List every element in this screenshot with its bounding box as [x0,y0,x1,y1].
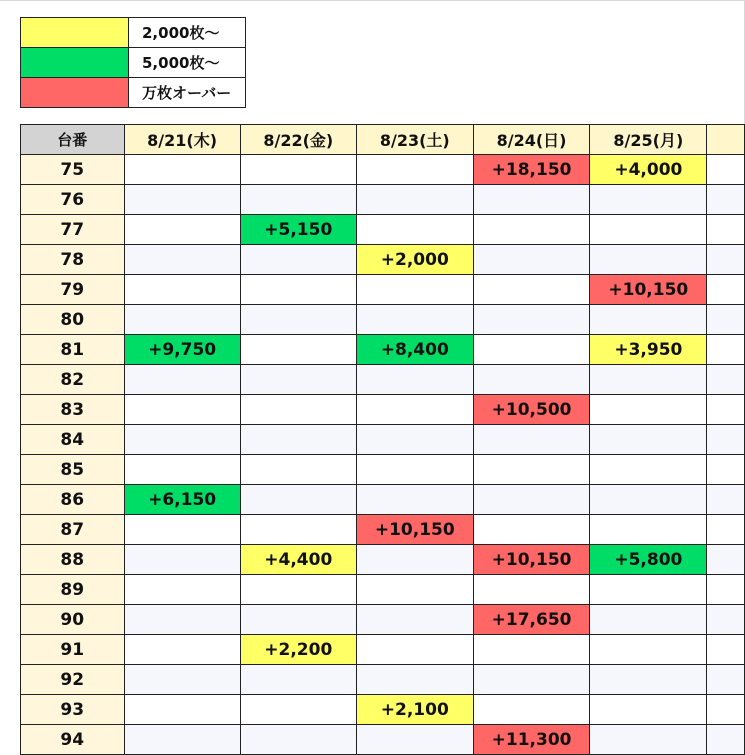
empty-cell [356,575,473,605]
result-cell: +17,650 [473,605,590,635]
empty-cell [240,275,356,305]
empty-cell [707,485,745,515]
table-row [21,725,745,755]
date-header: 8/23(土) [356,125,473,155]
empty-cell [240,575,356,605]
empty-cell [240,395,356,425]
table-row [21,215,745,245]
empty-cell [590,395,707,425]
table-row [21,245,745,275]
legend-swatch-yellow [21,18,129,48]
machine-number: 89 [21,575,125,605]
legend-row [21,18,246,48]
empty-cell [240,305,356,335]
empty-cell [473,485,590,515]
results-body [21,155,745,755]
empty-cell [707,305,745,335]
table-row [21,305,745,335]
empty-cell [124,245,240,275]
empty-cell [473,185,590,215]
empty-cell [124,725,240,755]
empty-cell [124,365,240,395]
machine-number: 91 [21,635,125,665]
empty-cell [473,305,590,335]
table-row [21,425,745,455]
empty-cell [590,635,707,665]
machine-number: 92 [21,665,125,695]
empty-cell [240,185,356,215]
result-cell: +6,150 [124,485,240,515]
empty-cell [707,635,745,665]
machine-number: 77 [21,215,125,245]
empty-cell [356,545,473,575]
date-header: 8/24(日) [473,125,590,155]
results-table [20,124,745,755]
empty-cell [707,335,745,365]
empty-cell [124,455,240,485]
machine-number: 81 [21,335,125,365]
empty-cell [473,245,590,275]
empty-cell [707,665,745,695]
empty-cell [240,695,356,725]
empty-cell [124,575,240,605]
result-cell: +4,400 [240,545,356,575]
legend-label: 5,000枚～ [129,48,246,78]
table-row [21,635,745,665]
result-cell: +8,400 [356,335,473,365]
empty-cell [240,725,356,755]
empty-cell [356,185,473,215]
date-header: 8/21(木) [124,125,240,155]
empty-cell [590,455,707,485]
empty-cell [356,455,473,485]
empty-cell [473,695,590,725]
empty-cell [124,275,240,305]
empty-cell [124,605,240,635]
empty-cell [473,335,590,365]
machine-number: 84 [21,425,125,455]
legend-row [21,78,246,108]
empty-cell [124,695,240,725]
empty-cell [124,395,240,425]
legend-table [20,17,246,108]
empty-cell [707,395,745,425]
machine-number: 88 [21,545,125,575]
table-row [21,395,745,425]
table-row [21,365,745,395]
result-cell: +10,500 [473,395,590,425]
empty-cell [356,275,473,305]
machine-number: 83 [21,395,125,425]
empty-cell [473,635,590,665]
empty-cell [473,275,590,305]
empty-cell [240,485,356,515]
machine-number: 90 [21,605,125,635]
top-border [0,0,745,1]
table-row [21,485,745,515]
empty-cell [707,365,745,395]
table-row [21,695,745,725]
empty-cell [473,515,590,545]
machine-number: 80 [21,305,125,335]
empty-cell [590,305,707,335]
table-row [21,515,745,545]
result-cell: +2,000 [356,245,473,275]
empty-cell [590,425,707,455]
machine-number-header: 台番 [21,125,125,155]
empty-cell [124,635,240,665]
empty-cell [473,665,590,695]
empty-cell [707,215,745,245]
empty-cell [124,545,240,575]
empty-cell [356,365,473,395]
machine-number: 78 [21,245,125,275]
result-cell: +10,150 [590,275,707,305]
table-row [21,155,745,185]
empty-cell [356,635,473,665]
empty-cell [356,665,473,695]
empty-cell [240,245,356,275]
empty-cell [590,515,707,545]
table-row [21,275,745,305]
empty-cell [707,695,745,725]
empty-cell [240,665,356,695]
header-row [21,125,745,155]
empty-cell [240,155,356,185]
machine-number: 93 [21,695,125,725]
result-cell: +3,950 [590,335,707,365]
empty-cell [590,215,707,245]
result-cell: +9,750 [124,335,240,365]
table-row [21,575,745,605]
empty-cell [707,605,745,635]
empty-cell [473,365,590,395]
empty-cell [707,245,745,275]
empty-cell [124,305,240,335]
empty-cell [124,185,240,215]
machine-number: 87 [21,515,125,545]
empty-cell [356,485,473,515]
table-row [21,335,745,365]
date-header: 8/22(金) [240,125,356,155]
empty-cell [124,425,240,455]
result-cell: +18,150 [473,155,590,185]
empty-cell [590,245,707,275]
machine-number: 76 [21,185,125,215]
result-cell: +4,000 [590,155,707,185]
table-row [21,455,745,485]
empty-cell [473,215,590,245]
result-cell: +10,150 [356,515,473,545]
empty-cell [124,155,240,185]
empty-cell [124,515,240,545]
empty-cell [707,725,745,755]
table-row [21,665,745,695]
result-cell: +5,800 [590,545,707,575]
empty-cell [240,425,356,455]
empty-cell [590,365,707,395]
table-row [21,185,745,215]
empty-cell [473,425,590,455]
empty-cell [707,455,745,485]
empty-cell [356,155,473,185]
empty-cell [590,695,707,725]
empty-cell [473,575,590,605]
table-row [21,545,745,575]
empty-cell [240,335,356,365]
result-cell: +10,150 [473,545,590,575]
legend-label: 2,000枚～ [129,18,246,48]
empty-cell [240,515,356,545]
legend-swatch-red [21,78,129,108]
empty-cell [590,575,707,605]
empty-cell [707,545,745,575]
table-row [21,605,745,635]
legend-label: 万枚オーバー [129,78,246,108]
result-cell: +2,200 [240,635,356,665]
machine-number: 94 [21,725,125,755]
empty-cell [240,365,356,395]
empty-cell [240,605,356,635]
empty-cell [707,575,745,605]
machine-number: 82 [21,365,125,395]
empty-cell [590,485,707,515]
empty-cell [356,305,473,335]
empty-cell [356,215,473,245]
empty-cell [590,665,707,695]
machine-number: 86 [21,485,125,515]
empty-cell [707,515,745,545]
empty-cell [356,725,473,755]
empty-cell [356,425,473,455]
machine-number: 85 [21,455,125,485]
legend-row [21,48,246,78]
empty-cell [356,605,473,635]
result-cell: +2,100 [356,695,473,725]
empty-cell [707,185,745,215]
empty-cell [707,425,745,455]
empty-cell [590,605,707,635]
date-header: 8/25(月) [590,125,707,155]
result-cell: +11,300 [473,725,590,755]
machine-number: 79 [21,275,125,305]
empty-cell [707,155,745,185]
legend-swatch-green [21,48,129,78]
empty-cell [356,395,473,425]
empty-cell [124,665,240,695]
machine-number: 75 [21,155,125,185]
empty-cell [590,185,707,215]
empty-cell [124,215,240,245]
result-cell: +5,150 [240,215,356,245]
empty-cell [240,455,356,485]
empty-cell [473,455,590,485]
empty-cell [707,275,745,305]
empty-cell [590,725,707,755]
date-header-overflow [707,125,745,155]
